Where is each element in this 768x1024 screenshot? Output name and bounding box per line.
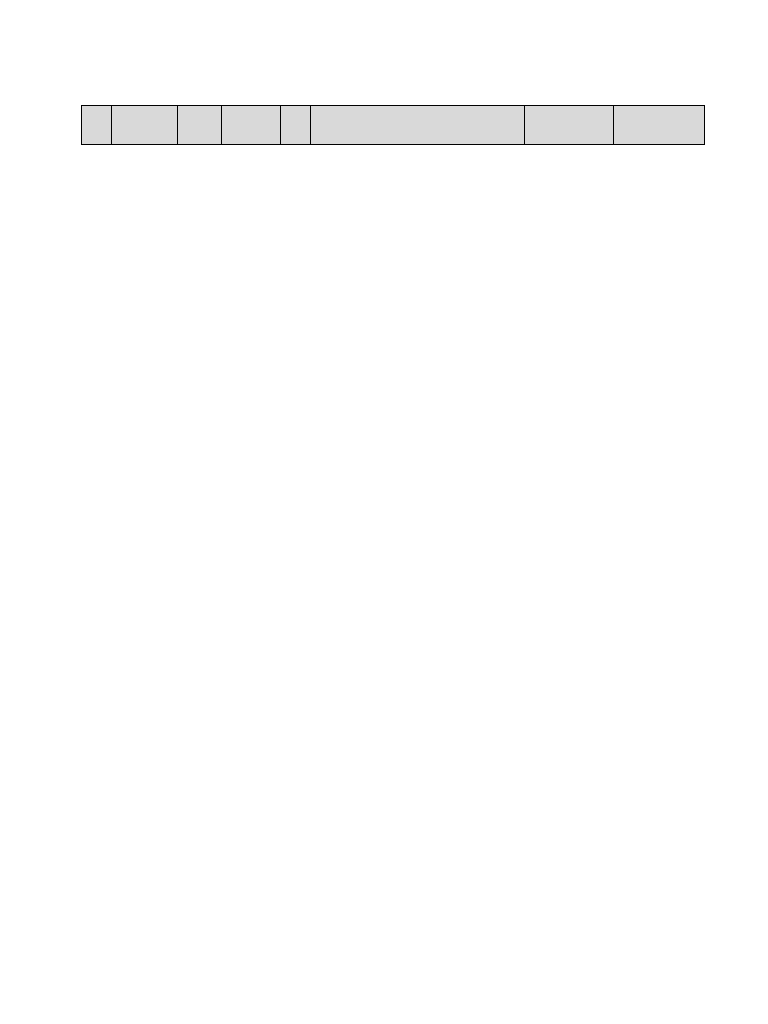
col-header-sni <box>111 106 177 145</box>
table-header-row <box>82 106 705 145</box>
ahsp-table <box>81 105 705 145</box>
col-header-jumlah <box>614 106 705 145</box>
col-header-no <box>82 106 112 145</box>
col-header-kode <box>177 106 221 145</box>
col-header-uraian <box>310 106 524 145</box>
col-header-harga <box>524 106 614 145</box>
col-header-satuan <box>280 106 310 145</box>
col-header-koefisien <box>222 106 281 145</box>
